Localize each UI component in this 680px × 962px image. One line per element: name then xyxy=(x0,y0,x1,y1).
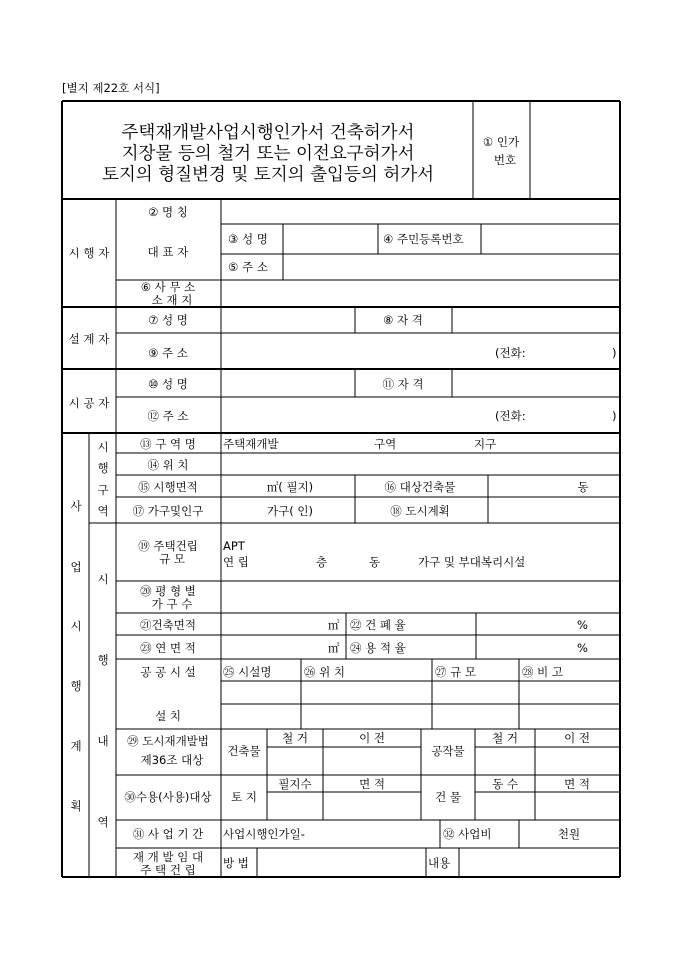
demo-remove-2: 철 거 xyxy=(492,731,518,745)
expro-dong: 동 수 xyxy=(492,777,518,791)
builder-addr-label: ⑫ 주 소 xyxy=(147,409,189,423)
housing-dong: 동 xyxy=(369,555,381,569)
district-value: 주택재개발 xyxy=(223,437,279,451)
designer-qual-label: ⑧ 자 격 xyxy=(383,313,423,327)
cost-unit: 천원 xyxy=(557,827,581,841)
builder-section: 시 공 자 xyxy=(68,396,110,410)
project-char-5: 계 xyxy=(70,739,82,753)
title-line-3: 토지의 형질변경 및 토지의 출입등의 허가서 xyxy=(101,165,435,185)
designer-addr-label: ⑨ 주 소 xyxy=(148,346,188,360)
expro-area: 면 적 xyxy=(359,777,385,791)
demo-structure: 공작물 xyxy=(431,744,465,758)
impl-name-label: ② 명 칭 xyxy=(148,205,188,219)
facility-note-header: ㉘ 비 고 xyxy=(522,665,564,679)
project-char-2: 업 xyxy=(70,560,82,574)
housing-apt: APT xyxy=(223,539,245,553)
area-char-3: 구 xyxy=(97,483,109,497)
facility-size-header: ㉗ 규 모 xyxy=(435,665,477,679)
rental-label-2: 주 택 건 립 xyxy=(140,863,196,877)
content-char-3: 내 xyxy=(97,734,109,748)
far-label: ㉔ 용 적 율 xyxy=(350,641,406,655)
demo-move: 이 전 xyxy=(359,731,385,745)
expro-label: ㉚수용(사용)대상 xyxy=(124,790,212,804)
location-label: ⑭ 위 치 xyxy=(147,458,189,472)
area-unit: ㎡( 필지) xyxy=(266,480,314,494)
pct-2: % xyxy=(577,641,588,655)
impl-rep-id-label: ④ 주민등록번호 xyxy=(383,232,464,246)
rental-label-1: 재 개 발 임 대 xyxy=(132,850,204,864)
builder-qual-label: ⑪ 자 격 xyxy=(382,377,424,391)
cost-label: ㉜ 사업비 xyxy=(443,827,492,841)
target-bldg-unit: 동 xyxy=(577,480,589,494)
district-sub: 지구 xyxy=(474,437,497,451)
household-label: ⑰ 가구및인구 xyxy=(132,504,204,518)
builder-phone-close: ) xyxy=(612,409,617,423)
expro-parcels: 필지수 xyxy=(278,777,312,791)
floor-area-label: ㉓ 연 면 적 xyxy=(140,641,196,655)
sqm-1: ㎡ xyxy=(328,618,340,632)
demo-remove: 철 거 xyxy=(282,731,308,745)
demo-label-2: 제36조 대상 xyxy=(140,753,204,767)
expro-land: 토 지 xyxy=(231,790,257,804)
form-id: [별지 제22호 서식] xyxy=(62,81,160,95)
area-char-4: 역 xyxy=(97,504,109,518)
facility-location-header: ㉖ 위 치 xyxy=(304,665,346,679)
public-label-1: 공 공 시 설 xyxy=(140,665,196,679)
housing-rest: 가구 및 부대복리시설 xyxy=(418,555,526,569)
project-char-1: 사 xyxy=(70,499,82,513)
content-char-4: 역 xyxy=(97,815,109,829)
designer-name-label: ⑦ 성 명 xyxy=(148,313,188,327)
detail-label: 내용 xyxy=(428,856,451,870)
sqm-2: ㎡ xyxy=(328,641,340,655)
designer-section: 설 계 자 xyxy=(68,332,110,346)
public-label-2: 설 치 xyxy=(155,709,181,723)
expro-area-2: 면 적 xyxy=(564,777,590,791)
content-char-1: 시 xyxy=(97,572,109,586)
period-label: ㉛ 사 업 기 간 xyxy=(132,827,204,841)
project-char-3: 시 xyxy=(70,619,82,633)
builder-phone: (전화: xyxy=(495,409,526,423)
project-char-6: 획 xyxy=(70,799,82,813)
district-label: ⑬ 구 역 명 xyxy=(140,437,196,451)
approval-no-label-1: ① 인가 xyxy=(482,135,520,149)
title-line-1: 주택재개발사업시행인가서 건축허가서 xyxy=(121,123,415,143)
expro-bldg: 건 물 xyxy=(435,790,461,804)
urban-plan-label: ⑱ 도시계획 xyxy=(390,504,450,518)
pyeong-label-2: 가 구 수 xyxy=(151,597,193,611)
impl-office-label-2: 소 재 지 xyxy=(151,293,193,307)
area-char-2: 행 xyxy=(97,461,109,475)
approval-no-label-2: 번호 xyxy=(493,153,517,167)
impl-rep-addr-label: ⑤ 주 소 xyxy=(228,260,268,274)
demo-move-2: 이 전 xyxy=(564,731,590,745)
builder-name-label: ⑩ 성 명 xyxy=(148,377,188,391)
district-zone: 구역 xyxy=(374,437,397,451)
content-char-2: 행 xyxy=(97,653,109,667)
designer-phone: (전화: xyxy=(495,346,526,360)
bldg-area-label: ㉑건축면적 xyxy=(140,618,196,632)
facility-name-header: ㉕ 시설명 xyxy=(223,665,272,679)
coverage-label: ㉒ 건 폐 율 xyxy=(350,618,406,632)
period-value: 사업시행인가일- xyxy=(223,827,305,841)
target-bldg-label: ⑯ 대상건축물 xyxy=(384,480,456,494)
area-char-1: 시 xyxy=(97,440,109,454)
area-label: ⑮ 시행면적 xyxy=(138,480,198,494)
pct-1: % xyxy=(577,618,588,632)
impl-office-label-1: ⑥ 사 무 소 xyxy=(140,280,196,294)
demo-building: 건축물 xyxy=(227,744,261,758)
impl-rep-label: 대 표 자 xyxy=(147,245,189,259)
housing-label-2: 규 모 xyxy=(159,552,185,566)
demo-label-1: ㉙ 도시재개발법 xyxy=(127,734,209,748)
housing-label-1: ⑲ 주택건립 xyxy=(138,539,198,553)
implementer-section: 시 행 자 xyxy=(68,246,110,260)
method-label: 방 법 xyxy=(223,856,249,870)
pyeong-label-1: ⑳ 평 형 별 xyxy=(140,584,196,598)
project-char-4: 행 xyxy=(70,679,82,693)
housing-row: 연 립 xyxy=(223,555,249,569)
housing-floor: 층 xyxy=(316,555,328,569)
title-line-2: 지장물 등의 철거 또는 이전요구허가서 xyxy=(121,144,415,164)
household-unit: 가구( 인) xyxy=(267,504,313,518)
impl-rep-name-label: ③ 성 명 xyxy=(228,232,268,246)
designer-phone-close: ) xyxy=(612,346,617,360)
